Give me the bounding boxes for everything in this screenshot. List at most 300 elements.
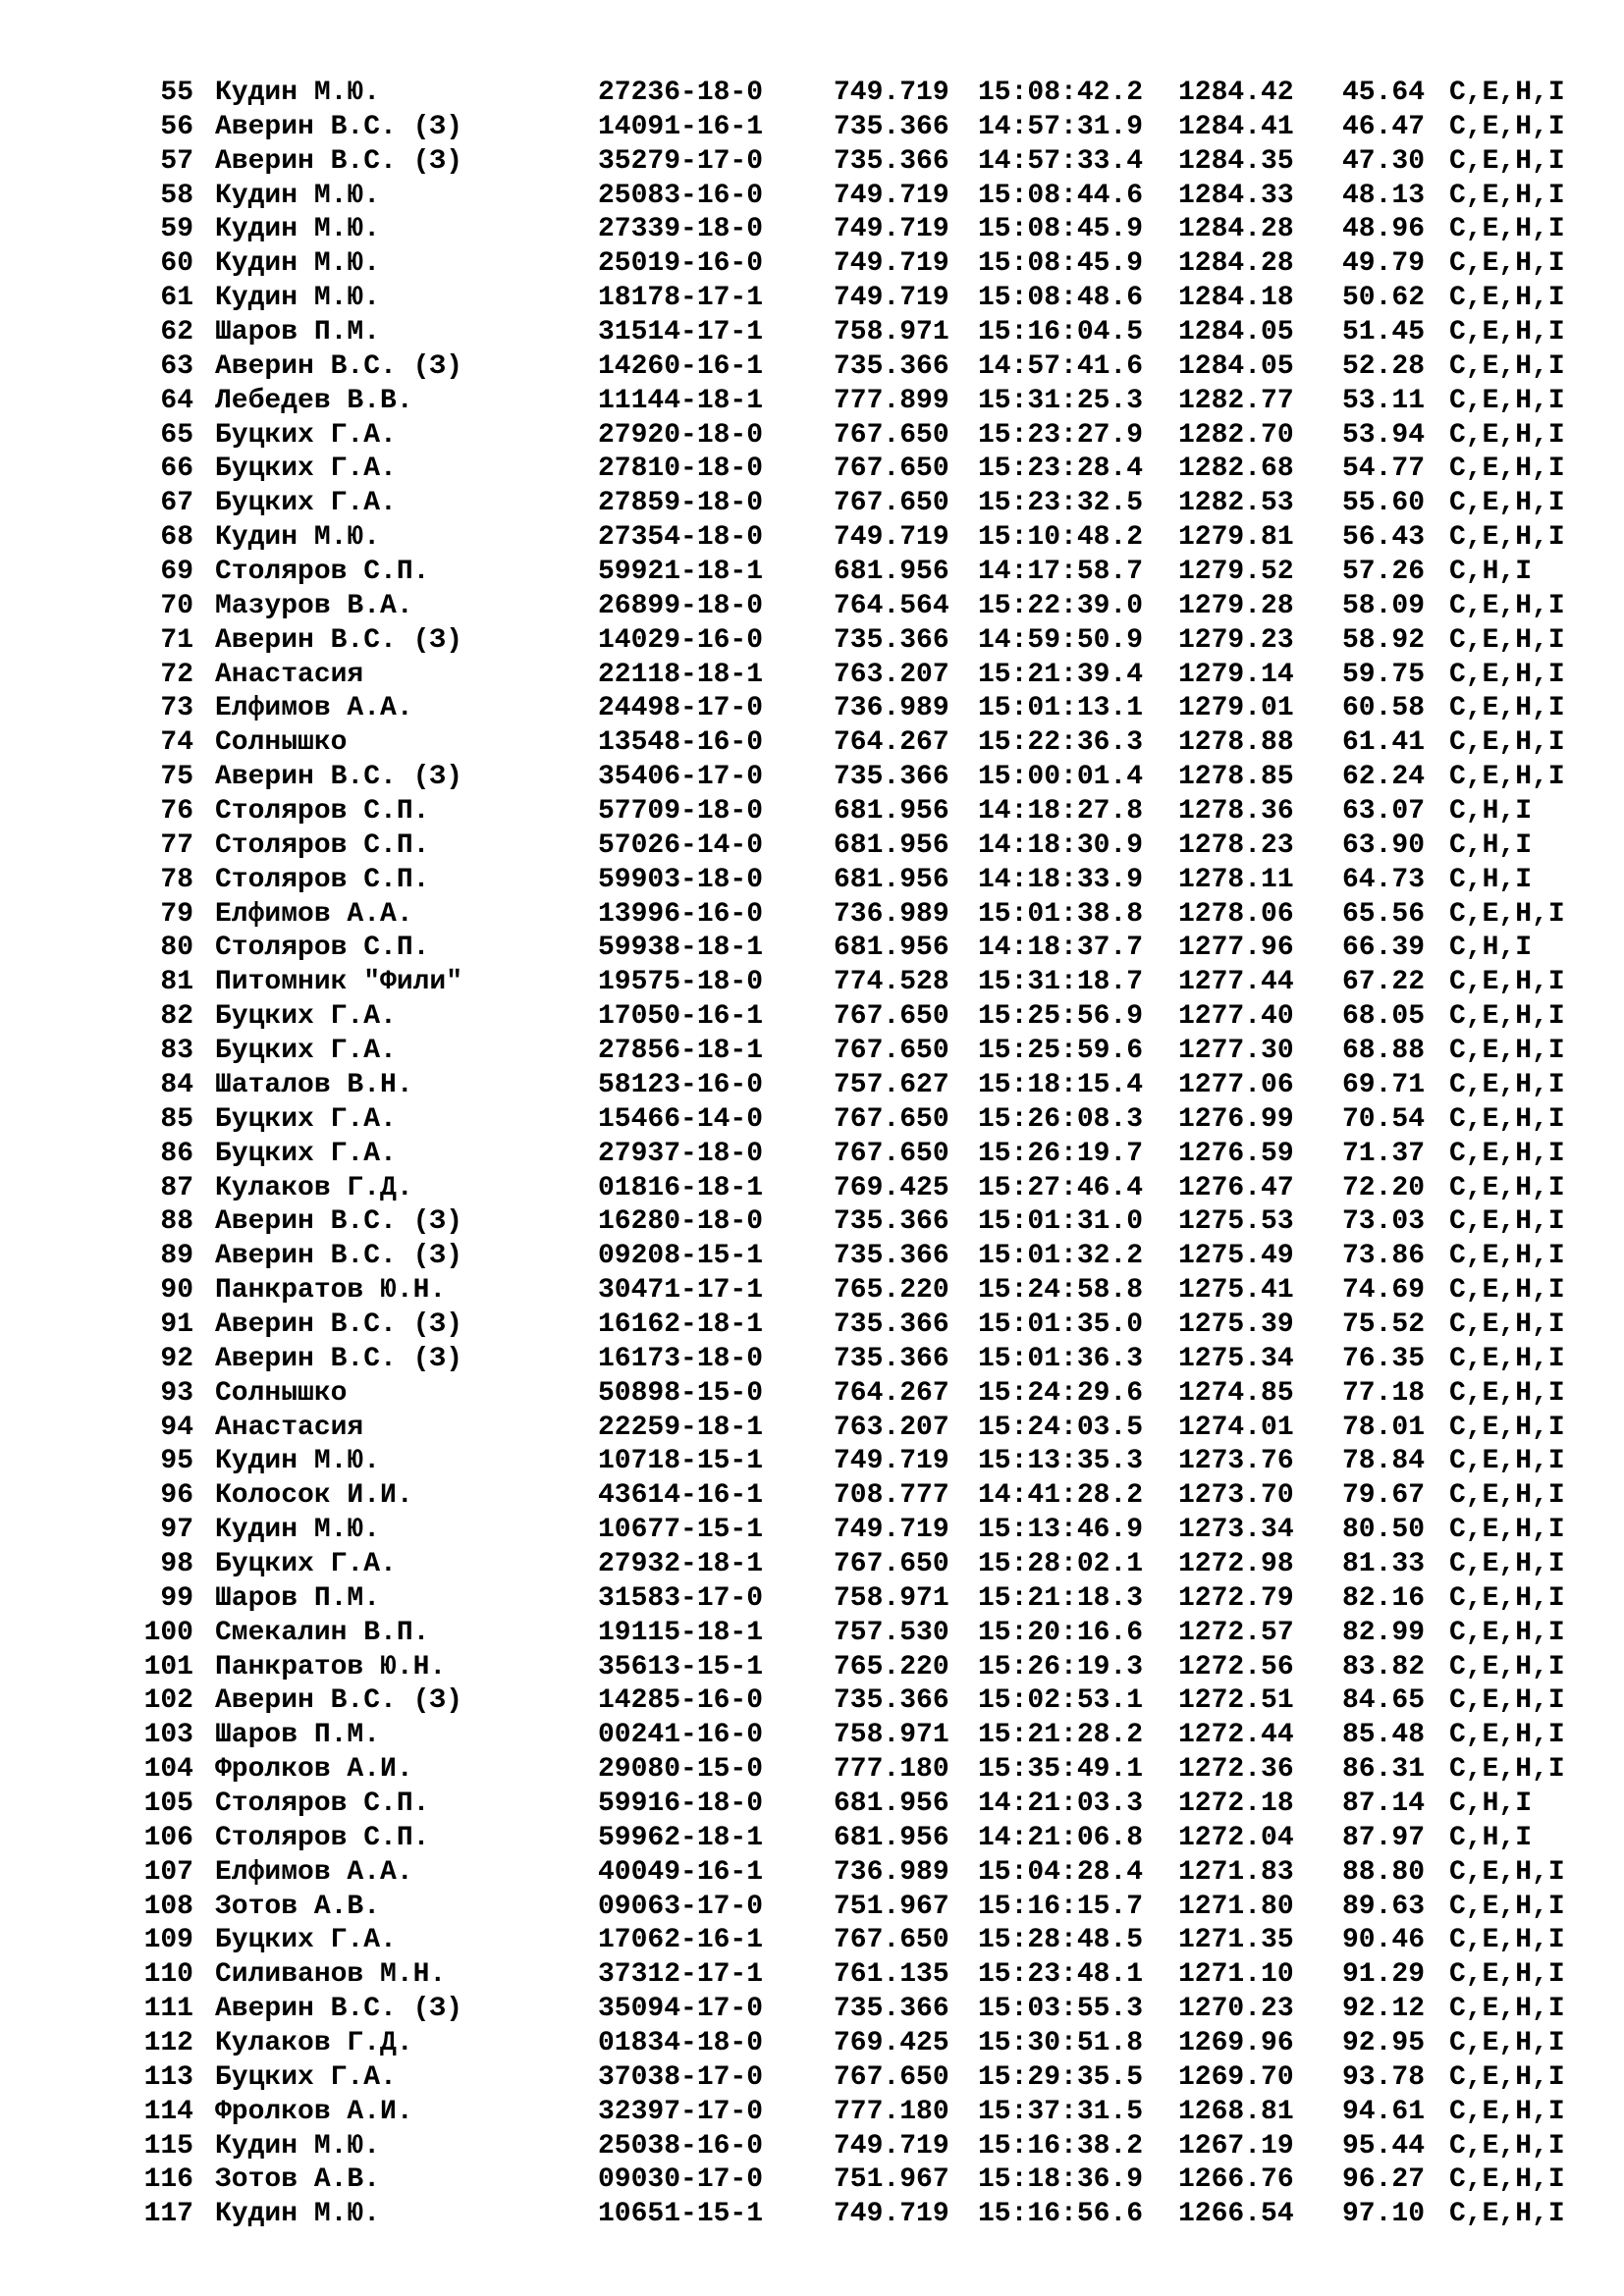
result-row (0, 1822, 1624, 1856)
distance-value: 681.956 (834, 557, 949, 588)
result-row (0, 1719, 1624, 1753)
ring-number: 13548-16-0 (598, 727, 764, 759)
distance-value: 761.135 (834, 1959, 949, 1991)
result-row (0, 692, 1624, 726)
arrival-time: 15:24:29.6 (978, 1377, 1144, 1409)
class-codes: C,E,H,I (1449, 1206, 1565, 1238)
place-number: 86 (160, 1138, 193, 1169)
speed-value: 1279.14 (1178, 659, 1294, 690)
arrival-time: 15:18:15.4 (978, 1069, 1144, 1100)
points-value: 53.94 (1342, 419, 1426, 451)
result-row (0, 1924, 1624, 1958)
place-number: 95 (160, 1446, 193, 1477)
speed-value: 1278.36 (1178, 796, 1294, 828)
ring-number: 40049-16-1 (598, 1856, 764, 1888)
points-value: 78.01 (1342, 1412, 1426, 1443)
arrival-time: 14:57:33.4 (978, 145, 1144, 177)
result-row (0, 2163, 1624, 2198)
result-row (0, 1958, 1624, 1993)
ring-number: 24498-17-0 (598, 693, 764, 724)
fancier-name: Буцких Г.А. (215, 488, 397, 519)
class-codes: C,E,H,I (1449, 2164, 1565, 2196)
arrival-time: 15:35:49.1 (978, 1754, 1144, 1786)
fancier-name: Елфимов А.А. (215, 1856, 413, 1888)
ring-number: 22259-18-1 (598, 1412, 764, 1443)
class-codes: C,E,H,I (1449, 1103, 1565, 1135)
points-value: 84.65 (1342, 1685, 1426, 1717)
fancier-name: Кудин М.Ю. (215, 2130, 381, 2162)
result-row (0, 761, 1624, 795)
distance-value: 767.650 (834, 1036, 949, 1067)
place-number: 83 (160, 1036, 193, 1067)
points-value: 69.71 (1342, 1069, 1426, 1100)
distance-value: 735.366 (834, 624, 949, 656)
fancier-name: Аверин В.С. (З) (215, 350, 463, 382)
fancier-name: Силиванов М.Н. (215, 1959, 447, 1991)
arrival-time: 15:26:08.3 (978, 1103, 1144, 1135)
class-codes: C,E,H,I (1449, 1994, 1565, 2025)
arrival-time: 14:57:31.9 (978, 111, 1144, 142)
fancier-name: Зотов А.В. (215, 2164, 381, 2196)
class-codes: C,E,H,I (1449, 1685, 1565, 1717)
class-codes: C,E,H,I (1449, 488, 1565, 519)
fancier-name: Аверин В.С. (З) (215, 624, 463, 656)
speed-value: 1277.30 (1178, 1036, 1294, 1067)
speed-value: 1278.88 (1178, 727, 1294, 759)
class-codes: C,E,H,I (1449, 317, 1565, 348)
points-value: 82.99 (1342, 1617, 1426, 1648)
points-value: 78.84 (1342, 1446, 1426, 1477)
points-value: 80.50 (1342, 1515, 1426, 1546)
speed-value: 1284.18 (1178, 283, 1294, 314)
place-number: 66 (160, 454, 193, 485)
arrival-time: 15:16:04.5 (978, 317, 1144, 348)
distance-value: 767.650 (834, 1138, 949, 1169)
class-codes: C,H,I (1449, 1788, 1533, 1819)
fancier-name: Солнышко (215, 727, 348, 759)
fancier-name: Кудин М.Ю. (215, 1515, 381, 1546)
class-codes: C,E,H,I (1449, 78, 1565, 108)
result-row (0, 1856, 1624, 1891)
points-value: 48.13 (1342, 180, 1426, 211)
place-number: 57 (160, 145, 193, 177)
points-value: 62.24 (1342, 762, 1426, 793)
points-value: 56.43 (1342, 522, 1426, 554)
result-row (0, 556, 1624, 590)
distance-value: 767.650 (834, 1103, 949, 1135)
points-value: 85.48 (1342, 1720, 1426, 1751)
result-row (0, 180, 1624, 214)
result-row (0, 1993, 1624, 2027)
ring-number: 09063-17-0 (598, 1891, 764, 1922)
speed-value: 1279.23 (1178, 624, 1294, 656)
class-codes: C,E,H,I (1449, 111, 1565, 142)
class-codes: C,E,H,I (1449, 1617, 1565, 1648)
result-row (0, 1172, 1624, 1206)
points-value: 55.60 (1342, 488, 1426, 519)
place-number: 79 (160, 898, 193, 930)
place-number: 104 (143, 1754, 193, 1786)
speed-value: 1271.35 (1178, 1925, 1294, 1956)
place-number: 75 (160, 762, 193, 793)
fancier-name: Панкратов Ю.Н. (215, 1275, 447, 1307)
arrival-time: 15:10:48.2 (978, 522, 1144, 554)
arrival-time: 15:21:39.4 (978, 659, 1144, 690)
class-codes: C,E,H,I (1449, 2096, 1565, 2127)
ring-number: 27354-18-0 (598, 522, 764, 554)
fancier-name: Буцких Г.А. (215, 1925, 397, 1956)
fancier-name: Фролков А.И. (215, 2096, 413, 2127)
distance-value: 777.180 (834, 1754, 949, 1786)
distance-value: 767.650 (834, 1548, 949, 1579)
speed-value: 1279.81 (1178, 522, 1294, 554)
distance-value: 758.971 (834, 1720, 949, 1751)
fancier-name: Буцких Г.А. (215, 1548, 397, 1579)
speed-value: 1277.40 (1178, 1001, 1294, 1033)
arrival-time: 14:59:50.9 (978, 624, 1144, 656)
points-value: 57.26 (1342, 557, 1426, 588)
fancier-name: Буцких Г.А. (215, 1036, 397, 1067)
speed-value: 1274.01 (1178, 1412, 1294, 1443)
place-number: 106 (143, 1822, 193, 1853)
fancier-name: Аверин В.С. (З) (215, 1308, 463, 1340)
arrival-time: 15:16:38.2 (978, 2130, 1144, 2162)
arrival-time: 15:03:55.3 (978, 1994, 1144, 2025)
speed-value: 1273.70 (1178, 1480, 1294, 1512)
points-value: 86.31 (1342, 1754, 1426, 1786)
points-value: 59.75 (1342, 659, 1426, 690)
distance-value: 749.719 (834, 2199, 949, 2230)
ring-number: 27236-18-0 (598, 78, 764, 108)
fancier-name: Буцких Г.А. (215, 1103, 397, 1135)
ring-number: 27859-18-0 (598, 488, 764, 519)
speed-value: 1284.05 (1178, 350, 1294, 382)
arrival-time: 15:01:32.2 (978, 1241, 1144, 1272)
ring-number: 13996-16-0 (598, 898, 764, 930)
arrival-time: 15:25:59.6 (978, 1036, 1144, 1067)
speed-value: 1275.41 (1178, 1275, 1294, 1307)
fancier-name: Шаров П.М. (215, 1720, 381, 1751)
points-value: 88.80 (1342, 1856, 1426, 1888)
place-number: 61 (160, 283, 193, 314)
class-codes: C,E,H,I (1449, 1548, 1565, 1579)
class-codes: C,E,H,I (1449, 1138, 1565, 1169)
class-codes: C,E,H,I (1449, 350, 1565, 382)
class-codes: C,E,H,I (1449, 522, 1565, 554)
ring-number: 31514-17-1 (598, 317, 764, 348)
fancier-name: Буцких Г.А. (215, 419, 397, 451)
arrival-time: 14:18:37.7 (978, 933, 1144, 964)
ring-number: 22118-18-1 (598, 659, 764, 690)
distance-value: 767.650 (834, 488, 949, 519)
fancier-name: Фролков А.И. (215, 1754, 413, 1786)
points-value: 92.95 (1342, 2027, 1426, 2058)
ring-number: 35279-17-0 (598, 145, 764, 177)
distance-value: 763.207 (834, 1412, 949, 1443)
place-number: 103 (143, 1720, 193, 1751)
ring-number: 30471-17-1 (598, 1275, 764, 1307)
result-row (0, 1205, 1624, 1240)
distance-value: 749.719 (834, 522, 949, 554)
distance-value: 681.956 (834, 933, 949, 964)
points-value: 77.18 (1342, 1377, 1426, 1409)
result-row (0, 1479, 1624, 1514)
points-value: 51.45 (1342, 317, 1426, 348)
ring-number: 17062-16-1 (598, 1925, 764, 1956)
ring-number: 09030-17-0 (598, 2164, 764, 2196)
fancier-name: Питомник "Фили" (215, 967, 463, 998)
result-row (0, 350, 1624, 385)
class-codes: C,E,H,I (1449, 1343, 1565, 1374)
class-codes: C,E,H,I (1449, 2199, 1565, 2230)
points-value: 47.30 (1342, 145, 1426, 177)
ring-number: 27856-18-1 (598, 1036, 764, 1067)
place-number: 59 (160, 214, 193, 245)
arrival-time: 15:22:36.3 (978, 727, 1144, 759)
ring-number: 57026-14-0 (598, 829, 764, 861)
ring-number: 16162-18-1 (598, 1308, 764, 1340)
arrival-time: 15:13:35.3 (978, 1446, 1144, 1477)
speed-value: 1278.23 (1178, 829, 1294, 861)
class-codes: C,E,H,I (1449, 1308, 1565, 1340)
ring-number: 57709-18-0 (598, 796, 764, 828)
class-codes: C,E,H,I (1449, 1925, 1565, 1956)
result-row (0, 453, 1624, 487)
result-row (0, 2061, 1624, 2096)
speed-value: 1279.01 (1178, 693, 1294, 724)
results-list (0, 77, 1624, 2232)
arrival-time: 15:24:58.8 (978, 1275, 1144, 1307)
arrival-time: 15:16:15.7 (978, 1891, 1144, 1922)
points-value: 72.20 (1342, 1172, 1426, 1203)
points-value: 54.77 (1342, 454, 1426, 485)
place-number: 102 (143, 1685, 193, 1717)
points-value: 60.58 (1342, 693, 1426, 724)
distance-value: 758.971 (834, 317, 949, 348)
ring-number: 14285-16-0 (598, 1685, 764, 1717)
result-row (0, 1103, 1624, 1138)
place-number: 108 (143, 1891, 193, 1922)
speed-value: 1272.04 (1178, 1822, 1294, 1853)
distance-value: 736.989 (834, 693, 949, 724)
ring-number: 19115-18-1 (598, 1617, 764, 1648)
distance-value: 681.956 (834, 829, 949, 861)
speed-value: 1272.36 (1178, 1754, 1294, 1786)
distance-value: 769.425 (834, 1172, 949, 1203)
result-row (0, 1412, 1624, 1446)
fancier-name: Кудин М.Ю. (215, 283, 381, 314)
place-number: 98 (160, 1548, 193, 1579)
result-row (0, 247, 1624, 282)
result-row (0, 864, 1624, 898)
class-codes: C,E,H,I (1449, 1412, 1565, 1443)
fancier-name: Смекалин В.П. (215, 1617, 430, 1648)
points-value: 97.10 (1342, 2199, 1426, 2230)
speed-value: 1272.79 (1178, 1582, 1294, 1614)
place-number: 105 (143, 1788, 193, 1819)
distance-value: 749.719 (834, 283, 949, 314)
distance-value: 777.180 (834, 2096, 949, 2127)
result-row (0, 487, 1624, 521)
fancier-name: Кудин М.Ю. (215, 1446, 381, 1477)
distance-value: 735.366 (834, 1994, 949, 2025)
class-codes: C,E,H,I (1449, 1754, 1565, 1786)
points-value: 58.09 (1342, 590, 1426, 621)
class-codes: C,H,I (1449, 933, 1533, 964)
result-row (0, 1445, 1624, 1479)
speed-value: 1266.54 (1178, 2199, 1294, 2230)
fancier-name: Шаров П.М. (215, 1582, 381, 1614)
points-value: 90.46 (1342, 1925, 1426, 1956)
points-value: 87.14 (1342, 1788, 1426, 1819)
fancier-name: Мазуров В.А. (215, 590, 413, 621)
distance-value: 764.564 (834, 590, 949, 621)
points-value: 63.90 (1342, 829, 1426, 861)
place-number: 100 (143, 1617, 193, 1648)
distance-value: 735.366 (834, 1685, 949, 1717)
points-value: 96.27 (1342, 2164, 1426, 2196)
result-row (0, 213, 1624, 247)
distance-value: 767.650 (834, 454, 949, 485)
place-number: 76 (160, 796, 193, 828)
ring-number: 27339-18-0 (598, 214, 764, 245)
place-number: 107 (143, 1856, 193, 1888)
class-codes: C,E,H,I (1449, 1959, 1565, 1991)
fancier-name: Панкратов Ю.Н. (215, 1651, 447, 1682)
ring-number: 11144-18-1 (598, 385, 764, 416)
fancier-name: Аверин В.С. (З) (215, 1685, 463, 1717)
arrival-time: 15:01:35.0 (978, 1308, 1144, 1340)
speed-value: 1284.42 (1178, 78, 1294, 108)
fancier-name: Буцких Г.А. (215, 2061, 397, 2093)
points-value: 65.56 (1342, 898, 1426, 930)
speed-value: 1273.76 (1178, 1446, 1294, 1477)
ring-number: 14091-16-1 (598, 111, 764, 142)
speed-value: 1272.51 (1178, 1685, 1294, 1717)
ring-number: 59962-18-1 (598, 1822, 764, 1853)
distance-value: 735.366 (834, 1343, 949, 1374)
arrival-time: 15:21:28.2 (978, 1720, 1144, 1751)
fancier-name: Столяров С.П. (215, 1822, 430, 1853)
arrival-time: 15:21:18.3 (978, 1582, 1144, 1614)
result-row (0, 795, 1624, 829)
speed-value: 1278.06 (1178, 898, 1294, 930)
class-codes: C,E,H,I (1449, 1172, 1565, 1203)
ring-number: 01834-18-0 (598, 2027, 764, 2058)
class-codes: C,H,I (1449, 864, 1533, 895)
speed-value: 1278.11 (1178, 864, 1294, 895)
place-number: 56 (160, 111, 193, 142)
distance-value: 751.967 (834, 1891, 949, 1922)
ring-number: 25038-16-0 (598, 2130, 764, 2162)
points-value: 58.92 (1342, 624, 1426, 656)
arrival-time: 14:18:27.8 (978, 796, 1144, 828)
arrival-time: 15:08:42.2 (978, 78, 1144, 108)
result-row (0, 2198, 1624, 2232)
place-number: 80 (160, 933, 193, 964)
result-row (0, 1684, 1624, 1719)
result-row (0, 2027, 1624, 2061)
fancier-name: Елфимов А.А. (215, 898, 413, 930)
place-number: 94 (160, 1412, 193, 1443)
distance-value: 758.971 (834, 1582, 949, 1614)
points-value: 66.39 (1342, 933, 1426, 964)
speed-value: 1284.35 (1178, 145, 1294, 177)
place-number: 96 (160, 1480, 193, 1512)
fancier-name: Столяров С.П. (215, 557, 430, 588)
distance-value: 736.989 (834, 1856, 949, 1888)
arrival-time: 15:28:02.1 (978, 1548, 1144, 1579)
place-number: 81 (160, 967, 193, 998)
speed-value: 1272.57 (1178, 1617, 1294, 1648)
fancier-name: Столяров С.П. (215, 829, 430, 861)
ring-number: 32397-17-0 (598, 2096, 764, 2127)
distance-value: 764.267 (834, 1377, 949, 1409)
class-codes: C,E,H,I (1449, 1582, 1565, 1614)
ring-number: 59938-18-1 (598, 933, 764, 964)
distance-value: 767.650 (834, 419, 949, 451)
ring-number: 25019-16-0 (598, 248, 764, 280)
class-codes: C,E,H,I (1449, 1446, 1565, 1477)
arrival-time: 15:02:53.1 (978, 1685, 1144, 1717)
distance-value: 769.425 (834, 2027, 949, 2058)
class-codes: C,E,H,I (1449, 145, 1565, 177)
place-number: 77 (160, 829, 193, 861)
points-value: 76.35 (1342, 1343, 1426, 1374)
class-codes: C,E,H,I (1449, 1241, 1565, 1272)
arrival-time: 15:08:45.9 (978, 214, 1144, 245)
distance-value: 763.207 (834, 659, 949, 690)
ring-number: 09208-15-1 (598, 1241, 764, 1272)
result-row (0, 1582, 1624, 1617)
speed-value: 1276.59 (1178, 1138, 1294, 1169)
speed-value: 1272.56 (1178, 1651, 1294, 1682)
distance-value: 757.627 (834, 1069, 949, 1100)
arrival-time: 14:21:06.8 (978, 1822, 1144, 1853)
speed-value: 1284.28 (1178, 248, 1294, 280)
place-number: 84 (160, 1069, 193, 1100)
distance-value: 681.956 (834, 1788, 949, 1819)
points-value: 79.67 (1342, 1480, 1426, 1512)
fancier-name: Кулаков Г.Д. (215, 2027, 413, 2058)
arrival-time: 15:25:56.9 (978, 1001, 1144, 1033)
class-codes: C,E,H,I (1449, 2061, 1565, 2093)
points-value: 46.47 (1342, 111, 1426, 142)
place-number: 92 (160, 1343, 193, 1374)
speed-value: 1276.99 (1178, 1103, 1294, 1135)
class-codes: C,H,I (1449, 796, 1533, 828)
result-row (0, 1514, 1624, 1548)
fancier-name: Аверин В.С. (З) (215, 1206, 463, 1238)
class-codes: C,E,H,I (1449, 2027, 1565, 2058)
ring-number: 14260-16-1 (598, 350, 764, 382)
result-row (0, 1240, 1624, 1274)
points-value: 48.96 (1342, 214, 1426, 245)
fancier-name: Кудин М.Ю. (215, 2199, 381, 2230)
ring-number: 27937-18-0 (598, 1138, 764, 1169)
place-number: 116 (143, 2164, 193, 2196)
distance-value: 764.267 (834, 727, 949, 759)
speed-value: 1275.49 (1178, 1241, 1294, 1272)
points-value: 67.22 (1342, 967, 1426, 998)
place-number: 90 (160, 1275, 193, 1307)
fancier-name: Солнышко (215, 1377, 348, 1409)
distance-value: 735.366 (834, 1206, 949, 1238)
distance-value: 751.967 (834, 2164, 949, 2196)
speed-value: 1272.18 (1178, 1788, 1294, 1819)
class-codes: C,E,H,I (1449, 693, 1565, 724)
result-row (0, 966, 1624, 1000)
